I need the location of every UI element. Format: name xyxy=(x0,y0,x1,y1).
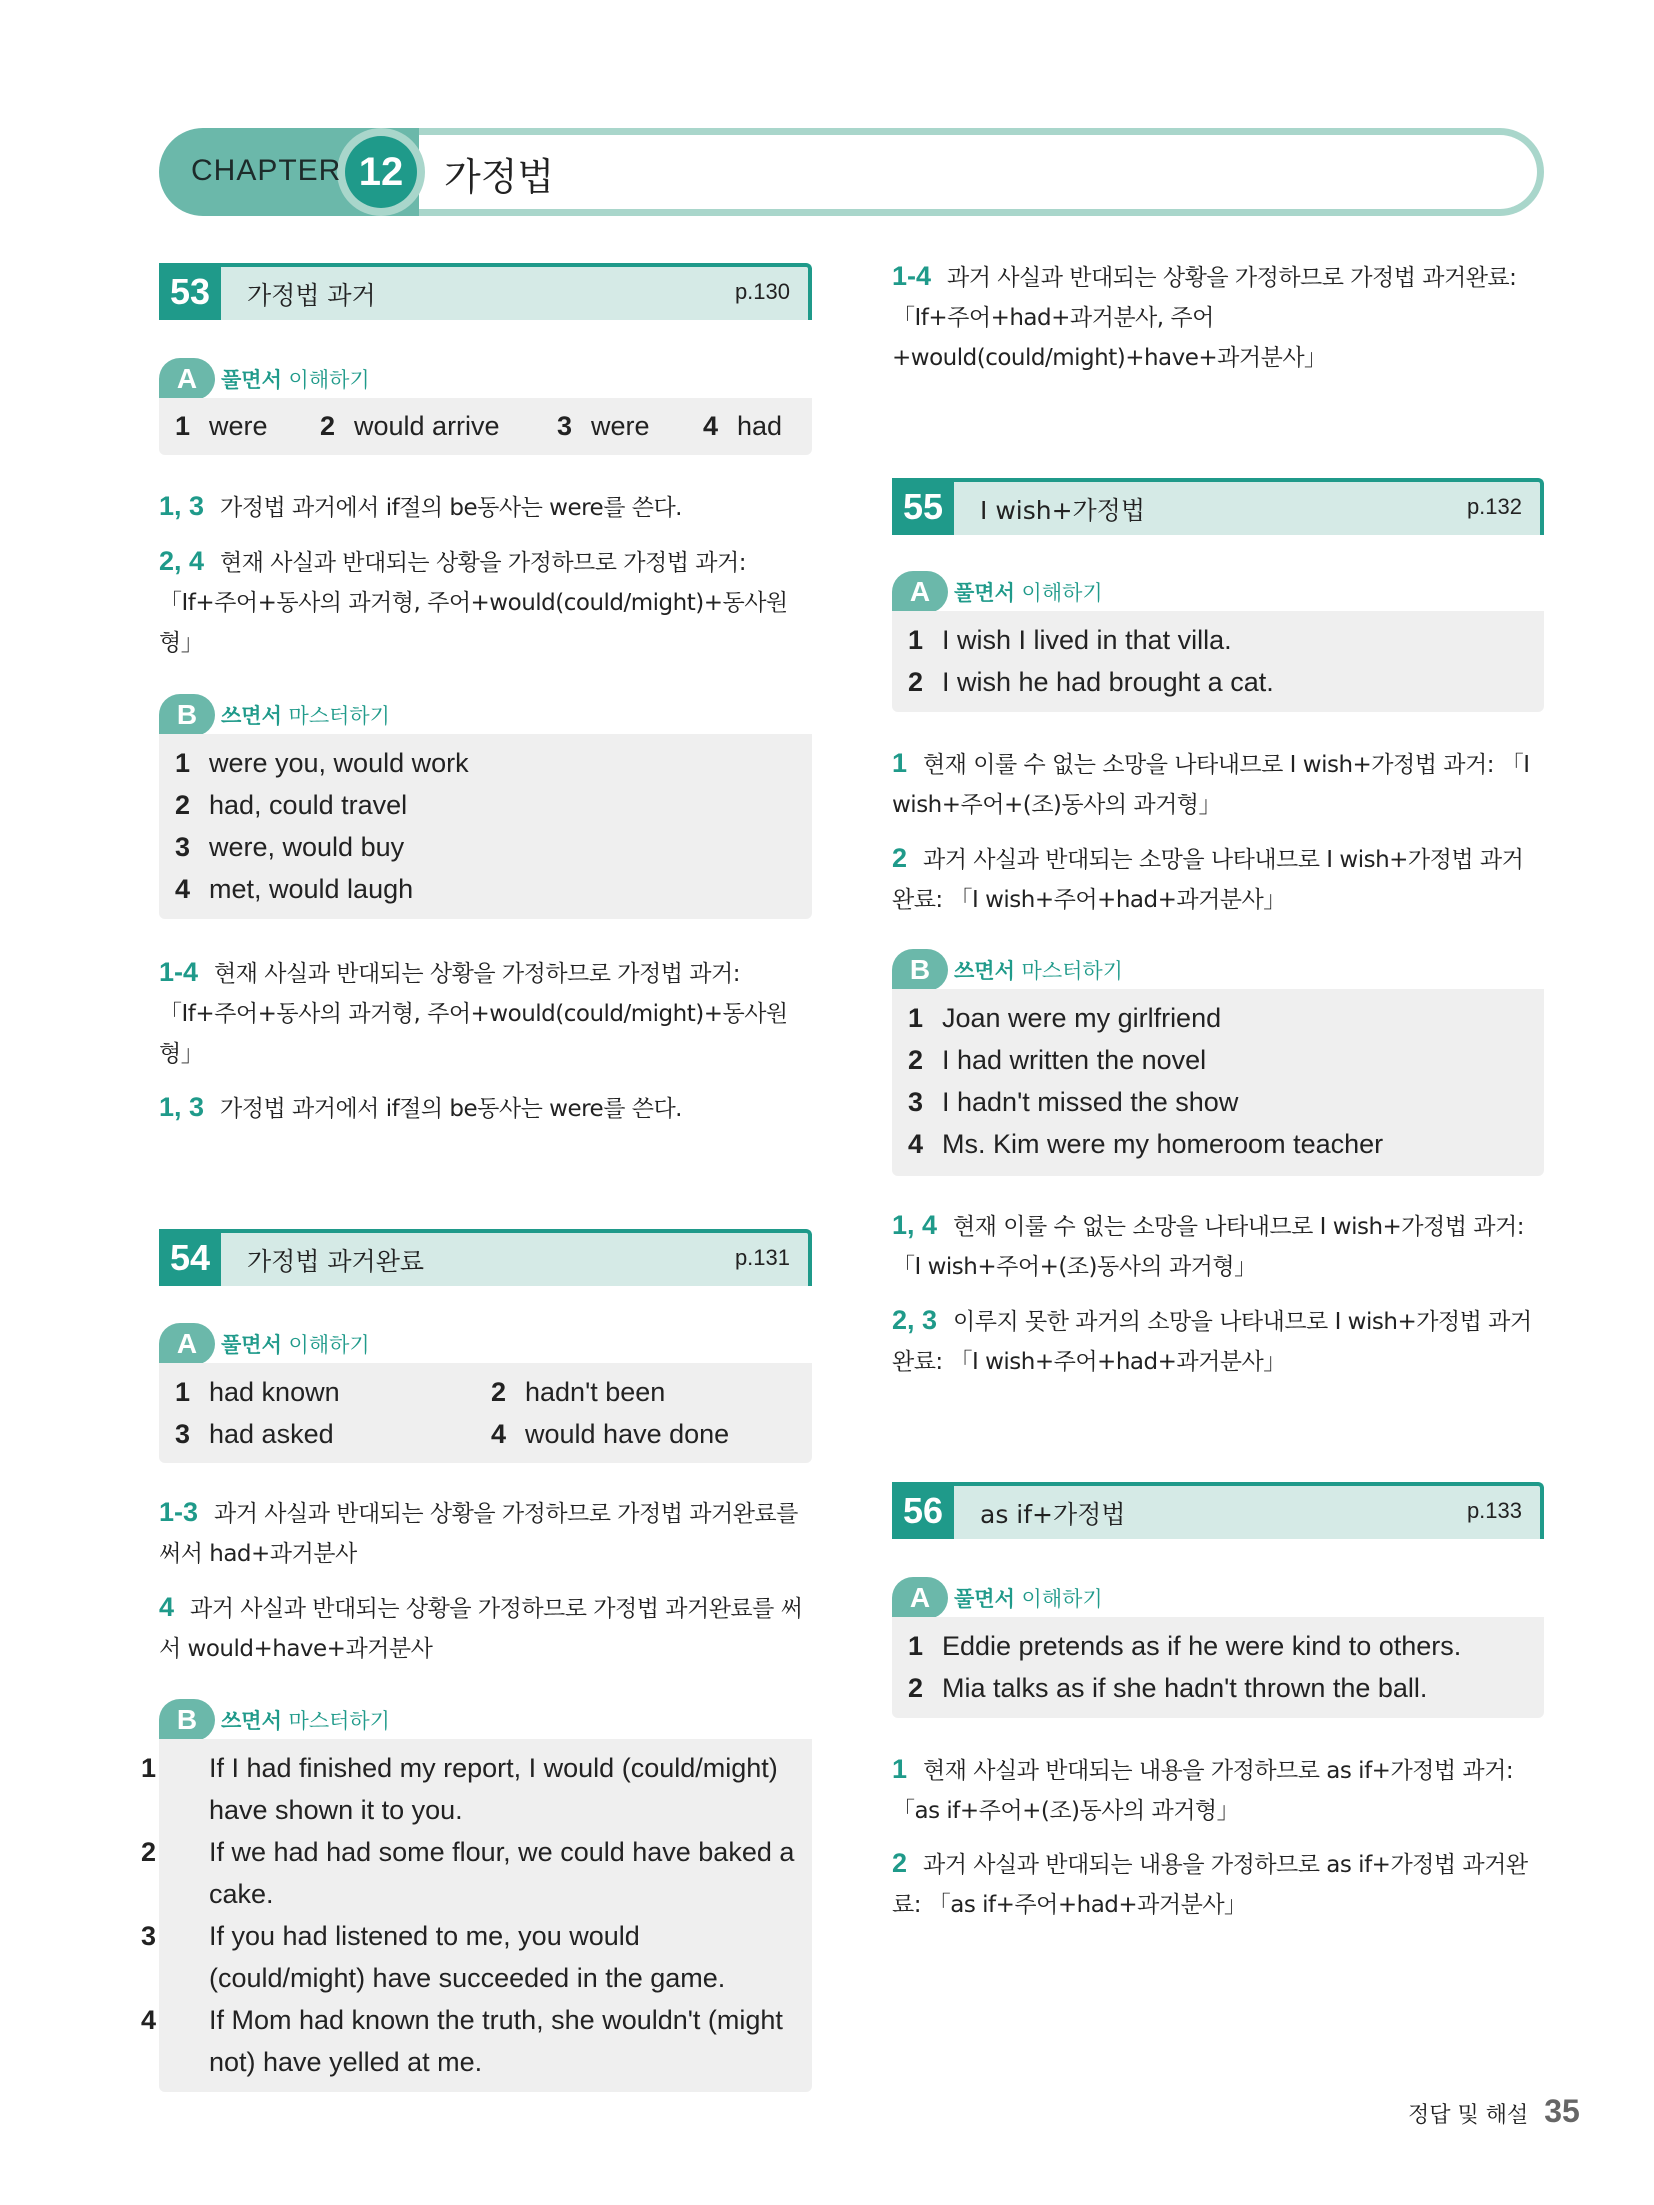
section-title: 가정법 과거 xyxy=(247,281,376,310)
section-page: p.131 xyxy=(734,1245,790,1270)
answer: were, would buy xyxy=(209,832,405,862)
item-number: 2 xyxy=(491,1377,507,1407)
item-number: 4 xyxy=(703,411,719,441)
letter-badge: A xyxy=(892,1577,948,1619)
label-bold: 풀면서 xyxy=(954,581,1015,605)
label-rest: 이해하기 xyxy=(281,1333,370,1357)
answer: had asked xyxy=(209,1419,334,1449)
chapter-title: 가정법 xyxy=(444,155,555,199)
note-key: 1 xyxy=(892,1754,908,1784)
answer: met, would laugh xyxy=(209,874,414,904)
answer: I wish he had brought a cat. xyxy=(942,667,1274,697)
answer: Eddie pretends as if he were kind to others. xyxy=(942,1631,1462,1661)
page-number: 35 xyxy=(1544,2093,1580,2129)
item-number: 1 xyxy=(908,625,924,655)
answer: Joan were my girlfriend xyxy=(942,1003,1222,1033)
note-key: 2 xyxy=(892,1848,908,1878)
explanation xyxy=(892,1300,1544,1382)
subsection-b-label xyxy=(892,949,1544,989)
note-text: 과거 사실과 반대되는 상황을 가정하므로 가정법 과거완료를 써서 would+have+과거분사 xyxy=(159,1596,803,1662)
item-number: 3 xyxy=(175,1419,191,1449)
letter-badge: A xyxy=(159,358,215,400)
answer: I hadn't missed the show xyxy=(942,1087,1239,1117)
section-number: 55 xyxy=(892,478,954,535)
footer-label: 정답 및 해설 xyxy=(1408,2103,1529,2128)
subsection-a-label xyxy=(159,358,812,398)
section-54-header xyxy=(159,1229,812,1286)
explanation xyxy=(892,1843,1544,1925)
answer: I had written the novel xyxy=(942,1045,1207,1075)
explanation xyxy=(159,486,812,528)
item-number: 4 xyxy=(141,2005,157,2035)
item-number: 3 xyxy=(908,1087,924,1117)
section-page: p.132 xyxy=(1466,494,1522,519)
answer: had, could travel xyxy=(209,790,408,820)
explanation xyxy=(892,1749,1544,1831)
note-text: 과거 사실과 반대되는 상황을 가정하므로 가정법 과거완료: 「If+주어+had+과거분사, 주어+would(could/might)+have+과거분사」 xyxy=(892,265,1517,371)
note-key: 1, 3 xyxy=(159,1092,205,1122)
answer-box xyxy=(159,398,812,455)
item-number: 2 xyxy=(908,1045,924,1075)
note-key: 2 xyxy=(892,843,908,873)
page-footer xyxy=(1408,2093,1580,2130)
answer: were you, would work xyxy=(209,748,469,778)
label-rest: 마스터하기 xyxy=(1014,959,1123,983)
note-text: 현재 이룰 수 없는 소망을 나타내므로 I wish+가정법 과거: 「I wish+주어+(조)동사의 과거형」 xyxy=(892,752,1530,818)
label-bold: 쓰면서 xyxy=(221,704,282,728)
section-56-header xyxy=(892,1482,1544,1539)
chapter-banner xyxy=(159,128,1544,216)
item-number: 4 xyxy=(491,1419,507,1449)
explanation xyxy=(159,1087,812,1129)
explanation xyxy=(892,1205,1544,1287)
answer: If I had finished my report, I would (could/might) have shown it to you. xyxy=(209,1753,778,1825)
answer: Ms. Kim were my homeroom teacher xyxy=(942,1129,1384,1159)
item-number: 1 xyxy=(175,411,191,441)
note-text: 현재 이룰 수 없는 소망을 나타내므로 I wish+가정법 과거: 「I wish+주어+(조)동사의 과거형」 xyxy=(892,1214,1524,1280)
letter-badge: B xyxy=(159,1699,215,1741)
note-key: 1, 3 xyxy=(159,491,205,521)
answer-box xyxy=(892,989,1544,1176)
note-text: 가정법 과거에서 if절의 be동사는 were를 쓴다. xyxy=(220,1096,682,1122)
item-number: 3 xyxy=(175,832,191,862)
answer-box xyxy=(141,1739,812,2092)
label-bold: 풀면서 xyxy=(954,1587,1015,1611)
item-number: 2 xyxy=(175,790,191,820)
note-text: 현재 사실과 반대되는 상황을 가정하므로 가정법 과거: 「If+주어+동사의 과거형, 주어+would(could/might)+동사원형」 xyxy=(159,961,788,1067)
letter-badge: B xyxy=(892,949,948,991)
left-column xyxy=(141,263,812,2092)
item-number: 1 xyxy=(908,1631,924,1661)
section-title: I wish+가정법 xyxy=(980,496,1145,525)
answer: Mia talks as if she hadn't thrown the ball. xyxy=(942,1673,1428,1703)
explanation xyxy=(892,256,1544,378)
note-key: 1-3 xyxy=(159,1497,199,1527)
label-rest: 이해하기 xyxy=(1014,581,1103,605)
note-key: 2, 4 xyxy=(159,546,205,576)
label-rest: 이해하기 xyxy=(281,368,370,392)
label-bold: 풀면서 xyxy=(221,368,282,392)
answer: had known xyxy=(209,1377,340,1407)
answer: If we had had some flour, we could have baked a cake. xyxy=(209,1837,795,1909)
note-key: 2, 3 xyxy=(892,1305,938,1335)
label-bold: 쓰면서 xyxy=(221,1709,282,1733)
answer-box xyxy=(159,734,812,919)
answer: hadn't been xyxy=(525,1377,666,1407)
item-number: 1 xyxy=(908,1003,924,1033)
note-text: 가정법 과거에서 if절의 be동사는 were를 쓴다. xyxy=(220,495,682,521)
section-53-header xyxy=(159,263,812,320)
note-key: 1 xyxy=(892,748,908,778)
note-key: 1, 4 xyxy=(892,1210,938,1240)
answer: If you had listened to me, you would (could/might) have succeeded in the game. xyxy=(209,1921,726,1993)
section-number: 53 xyxy=(159,263,221,320)
subsection-b-label xyxy=(159,1699,812,1739)
answer: would have done xyxy=(525,1419,730,1449)
item-number: 2 xyxy=(141,1837,157,1867)
chapter-number: 12 xyxy=(345,136,417,208)
note-text: 현재 사실과 반대되는 내용을 가정하므로 as if+가정법 과거: 「as if+주어+(조)동사의 과거형」 xyxy=(892,1758,1514,1824)
section-title: 가정법 과거완료 xyxy=(247,1247,424,1276)
note-text: 이루지 못한 과거의 소망을 나타내므로 I wish+가정법 과거완료: 「I wish+주어+had+과거분사」 xyxy=(892,1309,1532,1375)
item-number: 1 xyxy=(175,1377,191,1407)
note-text: 과거 사실과 반대되는 상황을 가정하므로 가정법 과거완료를 써서 had+과거분사 xyxy=(159,1501,798,1567)
item-number: 1 xyxy=(141,1753,157,1783)
answer: were xyxy=(209,411,268,441)
item-number: 3 xyxy=(141,1921,157,1951)
label-rest: 마스터하기 xyxy=(281,704,390,728)
note-text: 과거 사실과 반대되는 소망을 나타내므로 I wish+가정법 과거완료: 「I wish+주어+had+과거분사」 xyxy=(892,847,1524,913)
section-page: p.133 xyxy=(1466,1498,1522,1523)
note-key: 1-4 xyxy=(159,957,199,987)
item-number: 1 xyxy=(175,748,191,778)
answer-box xyxy=(159,1363,812,1463)
label-bold: 쓰면서 xyxy=(954,959,1015,983)
section-55-header xyxy=(892,478,1544,535)
explanation xyxy=(892,838,1544,920)
note-text: 과거 사실과 반대되는 내용을 가정하므로 as if+가정법 과거완료: 「as if+주어+had+과거분사」 xyxy=(892,1852,1528,1918)
label-rest: 마스터하기 xyxy=(281,1709,390,1733)
item-number: 4 xyxy=(908,1129,924,1159)
subsection-a-label xyxy=(159,1323,812,1363)
label-rest: 이해하기 xyxy=(1014,1587,1103,1611)
answer: were xyxy=(591,411,650,441)
explanation xyxy=(159,1492,812,1574)
section-page: p.130 xyxy=(734,279,790,304)
answer-box xyxy=(892,611,1544,712)
letter-badge: B xyxy=(159,694,215,736)
item-number: 3 xyxy=(557,411,573,441)
explanation xyxy=(159,541,812,663)
letter-badge: A xyxy=(159,1323,215,1365)
item-number: 2 xyxy=(320,411,336,441)
note-key: 1-4 xyxy=(892,261,932,291)
answer: I wish I lived in that villa. xyxy=(942,625,1232,655)
note-key: 4 xyxy=(159,1592,175,1622)
explanation xyxy=(159,1587,812,1669)
section-title: as if+가정법 xyxy=(980,1500,1126,1529)
chapter-label: CHAPTER xyxy=(191,154,342,187)
subsection-b-label xyxy=(159,694,812,734)
section-number: 54 xyxy=(159,1229,221,1286)
answer: If Mom had known the truth, she wouldn't (might not) have yelled at me. xyxy=(209,2005,783,2077)
item-number: 4 xyxy=(175,874,191,904)
subsection-a-label xyxy=(892,1577,1544,1617)
answer: had xyxy=(737,411,783,441)
right-column xyxy=(892,256,1544,1925)
answer-box xyxy=(892,1617,1544,1718)
item-number: 2 xyxy=(908,667,924,697)
item-number: 2 xyxy=(908,1673,924,1703)
section-number: 56 xyxy=(892,1482,954,1539)
label-bold: 풀면서 xyxy=(221,1333,282,1357)
letter-badge: A xyxy=(892,571,948,613)
answer: would arrive xyxy=(354,411,500,441)
subsection-a-label xyxy=(892,571,1544,611)
explanation xyxy=(892,743,1544,825)
explanation xyxy=(159,952,812,1074)
note-text: 현재 사실과 반대되는 상황을 가정하므로 가정법 과거: 「If+주어+동사의 과거형, 주어+would(could/might)+동사원형」 xyxy=(159,550,788,656)
